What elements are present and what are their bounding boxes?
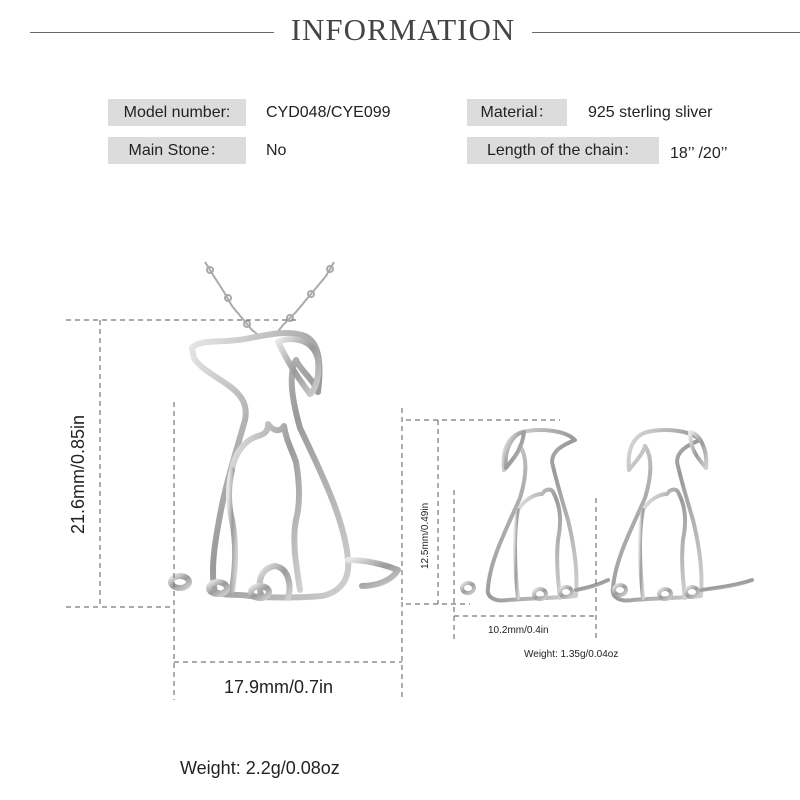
chain-length-value: 18’’ /20’’ [670,145,728,162]
pendant-height-label: 21.6mm/0.85in [68,414,88,534]
material-value: 925 sterling sliver [588,104,713,121]
earring-weight-label: Weight: 1.35g/0.04oz [524,649,619,660]
pendant-weight-label: Weight: 2.2g/0.08oz [180,758,340,778]
dog-cat-earring-right [613,430,752,600]
pendant-width-label: 17.9mm/0.7in [224,677,334,697]
model-number-value: CYD048/CYE099 [266,104,391,121]
main-stone-value: No [266,142,287,159]
earring-width-label: 10.2mm/0.4in [488,625,549,636]
model-number-label: Model number: [108,99,246,126]
dog-cat-pendant [171,333,398,598]
chain-length-label: Length of the chain： [467,137,659,164]
earring-height-label: 12.5mm/0.49in [420,502,431,569]
necklace-chain [205,262,334,338]
dog-cat-earring-left [462,430,608,600]
section-title: INFORMATION [290,12,516,47]
material-label: Material： [467,99,567,126]
main-stone-label: Main Stone： [108,137,246,164]
